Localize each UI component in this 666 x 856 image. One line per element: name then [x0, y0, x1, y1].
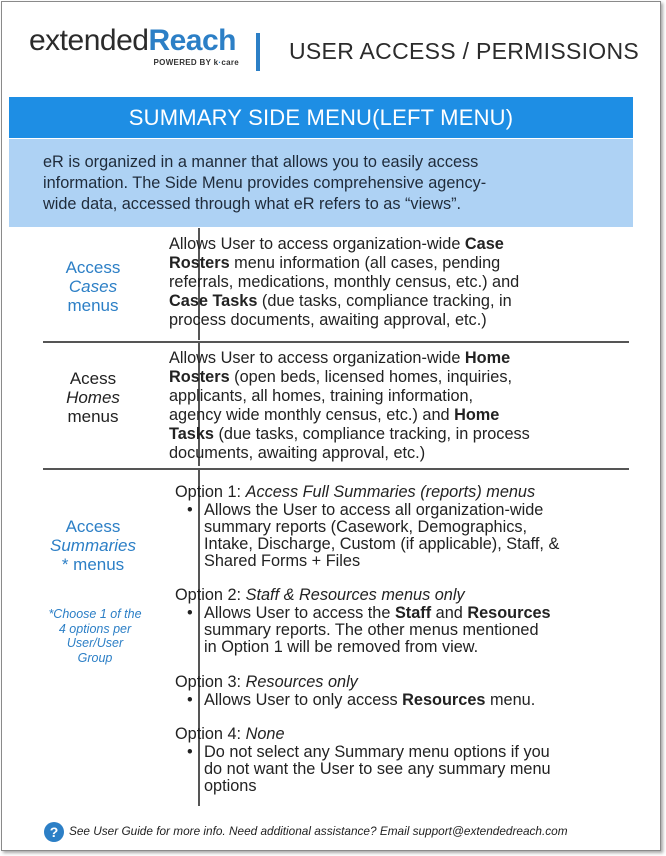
logo-text-reach: Reach	[148, 24, 236, 57]
homes-row	[43, 341, 629, 468]
logo-care: care	[221, 58, 239, 67]
document-title: USER ACCESS / PERMISSIONS	[289, 38, 640, 64]
option-2: Option 2: Staff & Resources menus only • Allows User to access the Staff and Resources summary reports. The other menus mentioned in Option 1 will be removed from view.	[175, 586, 635, 656]
option-2-bullet: • Allows User to access the Staff and Resources summary reports. The other menus mentioned in Option 1 will be removed from view.	[175, 605, 635, 656]
homes-label: Acess Homes menus	[66, 369, 120, 426]
option-3: Option 3: Resources only • Allows User to only access Resources menu.	[175, 673, 635, 709]
cases-description: Allows User to access organization-wide Case Rosters menu information (all cases, pending referrals, medications, monthly census, etc.) and Case Tasks (due tasks, compliance tracking, in process documents, awaiting approval, etc.)	[169, 235, 520, 329]
footer	[44, 821, 644, 843]
intro-line: wide data, accessed through what eR refers to as “views”.	[43, 195, 462, 213]
header	[0, 0, 666, 97]
logo-powered-by	[154, 58, 239, 67]
logo-powered-text: POWERED BY	[153, 58, 212, 67]
option-4: Option 4: None • Do not select any Summary menu options if you do not want the User to see any summary menu options	[175, 725, 635, 795]
summaries-row	[43, 468, 629, 808]
homes-description: Allows User to access organization-wide Home Rosters (open beds, licensed homes, inquiries, applicants, all homes, training information, agency wide monthly census, etc.) and Home Tasks (due tasks, compliance tracking, in process documents, awaiting approval, etc.)	[169, 349, 530, 462]
intro-text	[9, 139, 633, 227]
extendedreach-logo	[29, 24, 244, 67]
help-icon[interactable]: ?	[44, 822, 64, 842]
footer-help-text: See User Guide for more info. Need additional assistance? Email support@extendedreach.com	[69, 824, 568, 838]
cases-label: Access Cases menus	[65, 258, 121, 315]
intro-line: eR is organized in a manner that allows you to easily access	[43, 153, 479, 171]
header-divider	[256, 33, 260, 71]
summaries-label: Access Summaries * menus	[50, 517, 136, 574]
section-banner: SUMMARY SIDE MENU(LEFT MENU)	[9, 97, 633, 138]
option-3-bullet: • Allows User to only access Resources menu.	[175, 692, 635, 709]
logo-k: k	[213, 58, 219, 67]
logo-k-dot: ·	[218, 58, 222, 67]
option-1: Option 1: Access Full Summaries (reports) menus • Allows the User to access all organization-wide summary reports (Casework, Demographics, Intake, Discharge, Custom (if applicable), Staff, & Shared Forms + Files	[175, 483, 635, 570]
option-4-bullet: • Do not select any Summary menu options if you do not want the User to see any summary menu options	[175, 744, 635, 795]
logo-text-extended: extended	[29, 24, 149, 57]
choose-note: *Choose 1 of the 4 options per User/User Group	[48, 607, 142, 665]
intro-line: information. The Side Menu provides comprehensive agency-	[43, 174, 487, 192]
cases-row	[43, 228, 629, 340]
option-1-bullet: • Allows the User to access all organization-wide summary reports (Casework, Demographics, Intake, Discharge, Custom (if applicable), Staff, & Shared Forms + Files	[175, 502, 635, 570]
